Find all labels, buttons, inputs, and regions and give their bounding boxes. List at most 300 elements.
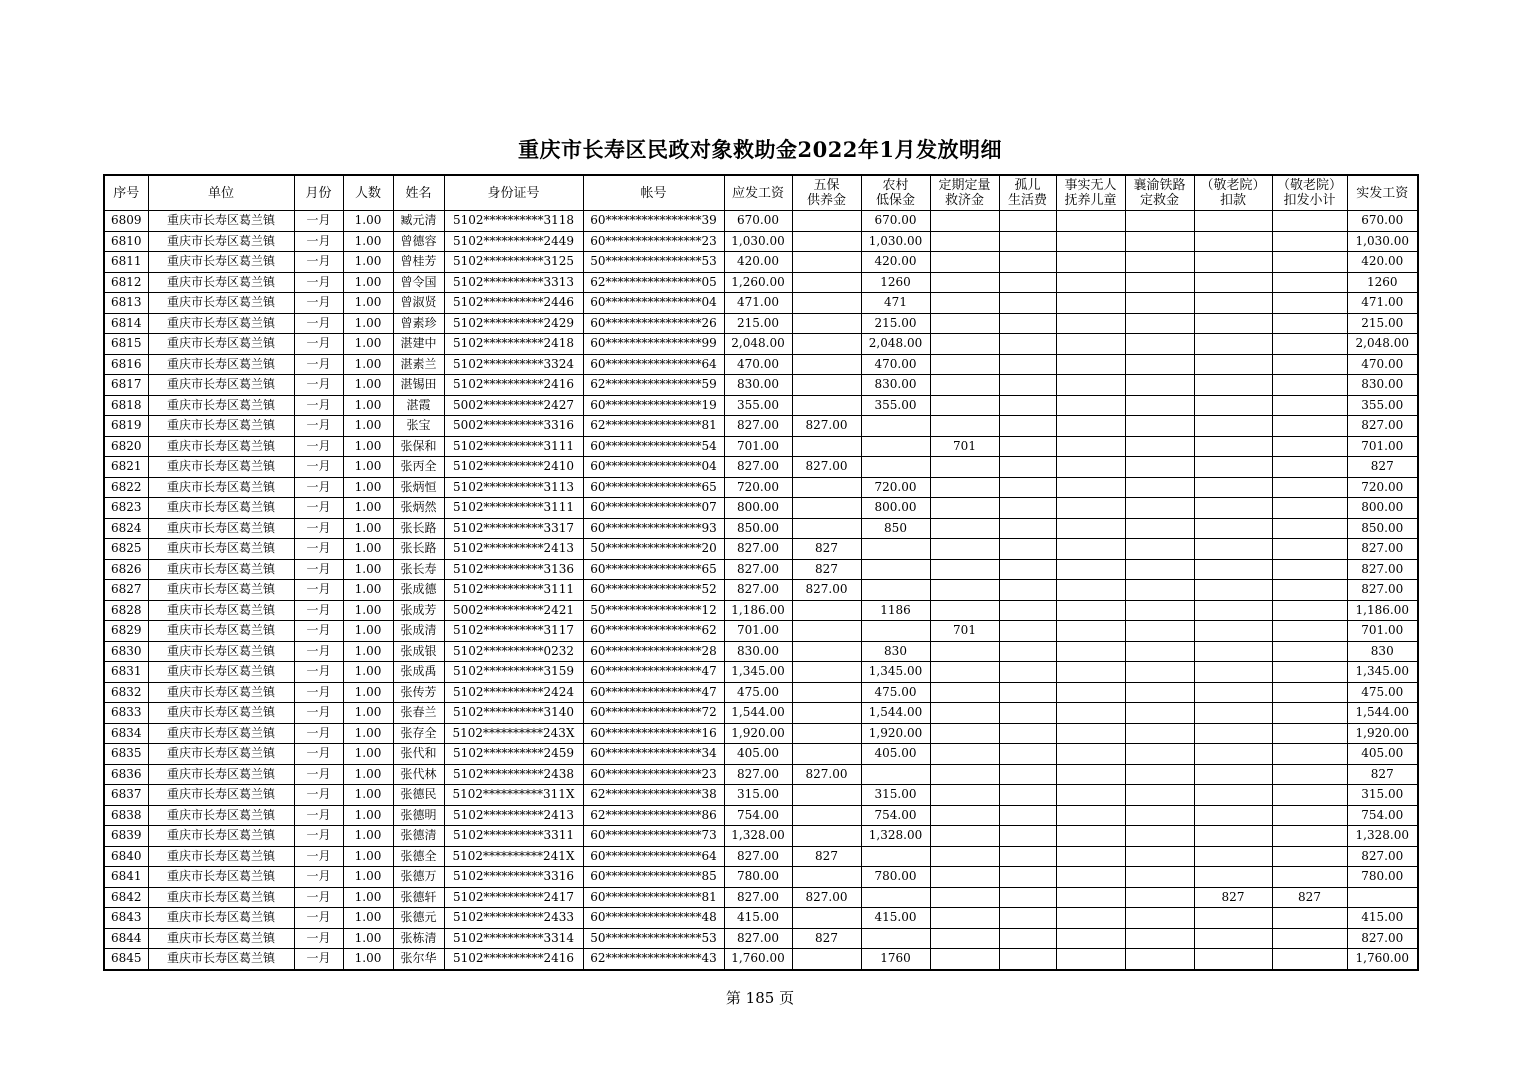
cell-nursing-home-withheld [1272, 785, 1347, 806]
cell-account: 62****************38 [583, 785, 724, 806]
cell-unit: 重庆市长寿区葛兰镇 [148, 559, 294, 580]
cell-account: 60****************52 [583, 580, 724, 601]
cell-orphan-living [999, 354, 1056, 375]
cell-net-pay: 355.00 [1347, 395, 1418, 416]
cell-nursing-home-withheld [1272, 805, 1347, 826]
table-row [104, 354, 1418, 375]
cell-seq: 6825 [104, 539, 148, 560]
cell-unit: 重庆市长寿区葛兰镇 [148, 805, 294, 826]
cell-seq: 6844 [104, 928, 148, 949]
cell-wubao-support [792, 867, 861, 888]
cell-account: 60****************62 [583, 621, 724, 642]
table-row [104, 682, 1418, 703]
cell-gross-pay: 827.00 [724, 928, 792, 949]
cell-unsupported-child [1056, 621, 1125, 642]
cell-unit: 重庆市长寿区葛兰镇 [148, 293, 294, 314]
column-header-nursing-home-withheld: （敬老院） 扣发小计 [1272, 175, 1347, 211]
cell-name: 张炳恒 [393, 477, 444, 498]
cell-nursing-home-withheld [1272, 949, 1347, 970]
cell-fixed-relief [930, 539, 999, 560]
table-row [104, 313, 1418, 334]
cell-fixed-relief [930, 928, 999, 949]
cell-wubao-support [792, 641, 861, 662]
cell-orphan-living [999, 846, 1056, 867]
cell-unit: 重庆市长寿区葛兰镇 [148, 785, 294, 806]
cell-nursing-home-withheld [1272, 293, 1347, 314]
cell-nursing-home-deduction [1194, 231, 1272, 252]
cell-name: 张春兰 [393, 703, 444, 724]
cell-name: 臧元清 [393, 211, 444, 232]
table-row [104, 334, 1418, 355]
cell-account: 60****************54 [583, 436, 724, 457]
cell-name: 曾令国 [393, 272, 444, 293]
cell-count: 1.00 [343, 764, 393, 785]
cell-gross-pay: 827.00 [724, 580, 792, 601]
cell-orphan-living [999, 764, 1056, 785]
cell-net-pay: 470.00 [1347, 354, 1418, 375]
cell-fixed-relief [930, 682, 999, 703]
cell-xiangyu-railway [1125, 375, 1194, 396]
table-row [104, 744, 1418, 765]
cell-count: 1.00 [343, 231, 393, 252]
cell-count: 1.00 [343, 600, 393, 621]
cell-fixed-relief [930, 559, 999, 580]
cell-count: 1.00 [343, 928, 393, 949]
cell-month: 一月 [294, 580, 343, 601]
cell-unit: 重庆市长寿区葛兰镇 [148, 457, 294, 478]
cell-nursing-home-deduction [1194, 908, 1272, 929]
cell-unsupported-child [1056, 580, 1125, 601]
cell-xiangyu-railway [1125, 477, 1194, 498]
cell-net-pay: 827.00 [1347, 416, 1418, 437]
cell-nursing-home-withheld: 827 [1272, 887, 1347, 908]
table-row [104, 826, 1418, 847]
cell-nursing-home-withheld [1272, 334, 1347, 355]
cell-account: 60****************48 [583, 908, 724, 929]
cell-month: 一月 [294, 313, 343, 334]
cell-orphan-living [999, 313, 1056, 334]
cell-fixed-relief [930, 723, 999, 744]
cell-gross-pay: 1,260.00 [724, 272, 792, 293]
cell-nursing-home-withheld [1272, 354, 1347, 375]
cell-count: 1.00 [343, 375, 393, 396]
cell-unsupported-child [1056, 928, 1125, 949]
cell-month: 一月 [294, 805, 343, 826]
cell-account: 60****************81 [583, 887, 724, 908]
cell-account: 60****************07 [583, 498, 724, 519]
cell-name: 湛锡田 [393, 375, 444, 396]
cell-wubao-support [792, 785, 861, 806]
cell-xiangyu-railway [1125, 313, 1194, 334]
cell-name: 张德明 [393, 805, 444, 826]
cell-name: 张长寿 [393, 559, 444, 580]
cell-fixed-relief [930, 313, 999, 334]
cell-name: 张长路 [393, 539, 444, 560]
cell-id-number: 5102**********243X [444, 723, 583, 744]
cell-wubao-support [792, 662, 861, 683]
cell-rural-dibao: 1,920.00 [861, 723, 930, 744]
cell-nursing-home-withheld [1272, 375, 1347, 396]
cell-name: 张德元 [393, 908, 444, 929]
cell-xiangyu-railway [1125, 334, 1194, 355]
cell-fixed-relief [930, 785, 999, 806]
cell-unsupported-child [1056, 662, 1125, 683]
cell-account: 60****************28 [583, 641, 724, 662]
cell-orphan-living [999, 744, 1056, 765]
page-number: 第 185 页 [725, 989, 795, 1007]
table-row [104, 764, 1418, 785]
cell-count: 1.00 [343, 477, 393, 498]
cell-unit: 重庆市长寿区葛兰镇 [148, 416, 294, 437]
cell-orphan-living [999, 457, 1056, 478]
cell-net-pay: 1,328.00 [1347, 826, 1418, 847]
cell-nursing-home-deduction [1194, 641, 1272, 662]
cell-net-pay: 827.00 [1347, 846, 1418, 867]
cell-nursing-home-withheld [1272, 682, 1347, 703]
cell-count: 1.00 [343, 846, 393, 867]
cell-id-number: 5102**********2413 [444, 805, 583, 826]
table-row [104, 805, 1418, 826]
cell-id-number: 5102**********3136 [444, 559, 583, 580]
table-header-row [104, 175, 1418, 211]
cell-gross-pay: 701.00 [724, 436, 792, 457]
cell-id-number: 5102**********3317 [444, 518, 583, 539]
cell-wubao-support [792, 600, 861, 621]
cell-wubao-support [792, 211, 861, 232]
cell-xiangyu-railway [1125, 539, 1194, 560]
cell-name: 曾桂芳 [393, 252, 444, 273]
cell-count: 1.00 [343, 641, 393, 662]
column-header-orphan-living: 孤儿 生活费 [999, 175, 1056, 211]
cell-xiangyu-railway [1125, 805, 1194, 826]
cell-month: 一月 [294, 600, 343, 621]
cell-net-pay: 1,760.00 [1347, 949, 1418, 970]
column-header-xiangyu-railway: 襄渝铁路 定救金 [1125, 175, 1194, 211]
cell-id-number: 5102**********2416 [444, 375, 583, 396]
cell-id-number: 5102**********3314 [444, 928, 583, 949]
cell-xiangyu-railway [1125, 785, 1194, 806]
cell-net-pay: 830 [1347, 641, 1418, 662]
cell-xiangyu-railway [1125, 252, 1194, 273]
cell-wubao-support [792, 703, 861, 724]
cell-gross-pay: 827.00 [724, 416, 792, 437]
cell-unsupported-child [1056, 457, 1125, 478]
column-header-unsupported-child: 事实无人 抚养儿童 [1056, 175, 1125, 211]
cell-xiangyu-railway [1125, 723, 1194, 744]
cell-account: 50****************20 [583, 539, 724, 560]
cell-wubao-support: 827.00 [792, 764, 861, 785]
cell-gross-pay: 1,328.00 [724, 826, 792, 847]
cell-nursing-home-deduction [1194, 498, 1272, 519]
cell-rural-dibao: 355.00 [861, 395, 930, 416]
cell-account: 60****************23 [583, 231, 724, 252]
cell-fixed-relief [930, 805, 999, 826]
cell-rural-dibao [861, 416, 930, 437]
cell-unsupported-child [1056, 682, 1125, 703]
cell-nursing-home-withheld [1272, 723, 1347, 744]
cell-gross-pay: 1,920.00 [724, 723, 792, 744]
cell-orphan-living [999, 682, 1056, 703]
cell-month: 一月 [294, 723, 343, 744]
cell-fixed-relief: 701 [930, 621, 999, 642]
cell-nursing-home-withheld [1272, 539, 1347, 560]
cell-unsupported-child [1056, 436, 1125, 457]
cell-xiangyu-railway [1125, 949, 1194, 970]
cell-net-pay: 830.00 [1347, 375, 1418, 396]
cell-gross-pay: 670.00 [724, 211, 792, 232]
cell-gross-pay: 420.00 [724, 252, 792, 273]
column-header-rural-dibao: 农村 低保金 [861, 175, 930, 211]
cell-xiangyu-railway [1125, 703, 1194, 724]
cell-id-number: 5102**********3324 [444, 354, 583, 375]
cell-unit: 重庆市长寿区葛兰镇 [148, 252, 294, 273]
cell-fixed-relief [930, 272, 999, 293]
cell-month: 一月 [294, 231, 343, 252]
cell-id-number: 5102**********3159 [444, 662, 583, 683]
cell-account: 60****************73 [583, 826, 724, 847]
cell-orphan-living [999, 272, 1056, 293]
cell-account: 60****************34 [583, 744, 724, 765]
cell-unsupported-child [1056, 477, 1125, 498]
cell-rural-dibao: 800.00 [861, 498, 930, 519]
cell-rural-dibao [861, 621, 930, 642]
table-row [104, 621, 1418, 642]
cell-orphan-living [999, 928, 1056, 949]
cell-seq: 6839 [104, 826, 148, 847]
cell-orphan-living [999, 887, 1056, 908]
cell-id-number: 5102**********2416 [444, 949, 583, 970]
cell-count: 1.00 [343, 416, 393, 437]
cell-nursing-home-deduction [1194, 600, 1272, 621]
cell-wubao-support: 827.00 [792, 416, 861, 437]
cell-fixed-relief [930, 641, 999, 662]
cell-id-number: 5102**********2413 [444, 539, 583, 560]
cell-seq: 6817 [104, 375, 148, 396]
cell-xiangyu-railway [1125, 395, 1194, 416]
cell-xiangyu-railway [1125, 457, 1194, 478]
table-row [104, 908, 1418, 929]
cell-wubao-support: 827.00 [792, 457, 861, 478]
cell-orphan-living [999, 477, 1056, 498]
cell-rural-dibao: 1,328.00 [861, 826, 930, 847]
cell-id-number: 5102**********2424 [444, 682, 583, 703]
cell-nursing-home-withheld [1272, 498, 1347, 519]
cell-nursing-home-deduction [1194, 457, 1272, 478]
cell-fixed-relief [930, 600, 999, 621]
cell-nursing-home-withheld [1272, 518, 1347, 539]
cell-count: 1.00 [343, 313, 393, 334]
table-row [104, 887, 1418, 908]
cell-month: 一月 [294, 354, 343, 375]
cell-month: 一月 [294, 498, 343, 519]
cell-xiangyu-railway [1125, 764, 1194, 785]
cell-month: 一月 [294, 395, 343, 416]
cell-account: 50****************12 [583, 600, 724, 621]
cell-wubao-support [792, 498, 861, 519]
cell-account: 60****************99 [583, 334, 724, 355]
cell-unit: 重庆市长寿区葛兰镇 [148, 231, 294, 252]
table-row [104, 416, 1418, 437]
column-header-net-pay: 实发工资 [1347, 175, 1418, 211]
cell-fixed-relief [930, 334, 999, 355]
cell-name: 张德轩 [393, 887, 444, 908]
cell-nursing-home-deduction [1194, 846, 1272, 867]
cell-gross-pay: 475.00 [724, 682, 792, 703]
cell-xiangyu-railway [1125, 559, 1194, 580]
cell-unit: 重庆市长寿区葛兰镇 [148, 826, 294, 847]
cell-count: 1.00 [343, 621, 393, 642]
cell-month: 一月 [294, 928, 343, 949]
cell-nursing-home-withheld [1272, 744, 1347, 765]
cell-nursing-home-withheld [1272, 313, 1347, 334]
cell-net-pay: 780.00 [1347, 867, 1418, 888]
cell-nursing-home-deduction [1194, 211, 1272, 232]
cell-id-number: 5102**********2417 [444, 887, 583, 908]
cell-xiangyu-railway [1125, 887, 1194, 908]
cell-wubao-support [792, 744, 861, 765]
cell-wubao-support [792, 477, 861, 498]
cell-month: 一月 [294, 887, 343, 908]
cell-count: 1.00 [343, 703, 393, 724]
cell-orphan-living [999, 416, 1056, 437]
cell-xiangyu-railway [1125, 211, 1194, 232]
cell-fixed-relief [930, 846, 999, 867]
table-row [104, 723, 1418, 744]
cell-nursing-home-deduction [1194, 805, 1272, 826]
cell-unsupported-child [1056, 641, 1125, 662]
cell-orphan-living [999, 949, 1056, 970]
cell-net-pay: 754.00 [1347, 805, 1418, 826]
cell-unsupported-child [1056, 887, 1125, 908]
cell-wubao-support [792, 682, 861, 703]
cell-wubao-support: 827 [792, 846, 861, 867]
cell-account: 60****************16 [583, 723, 724, 744]
cell-count: 1.00 [343, 457, 393, 478]
cell-month: 一月 [294, 867, 343, 888]
cell-account: 60****************65 [583, 477, 724, 498]
cell-seq: 6837 [104, 785, 148, 806]
cell-net-pay: 850.00 [1347, 518, 1418, 539]
cell-gross-pay: 1,186.00 [724, 600, 792, 621]
cell-unsupported-child [1056, 211, 1125, 232]
cell-month: 一月 [294, 211, 343, 232]
cell-unit: 重庆市长寿区葛兰镇 [148, 375, 294, 396]
cell-wubao-support: 827 [792, 928, 861, 949]
cell-unit: 重庆市长寿区葛兰镇 [148, 354, 294, 375]
column-header-id-number: 身份证号 [444, 175, 583, 211]
cell-account: 60****************85 [583, 867, 724, 888]
cell-month: 一月 [294, 764, 343, 785]
cell-count: 1.00 [343, 518, 393, 539]
cell-rural-dibao: 1760 [861, 949, 930, 970]
cell-count: 1.00 [343, 723, 393, 744]
cell-unit: 重庆市长寿区葛兰镇 [148, 908, 294, 929]
cell-gross-pay: 2,048.00 [724, 334, 792, 355]
cell-seq: 6828 [104, 600, 148, 621]
table-row [104, 395, 1418, 416]
cell-name: 张存全 [393, 723, 444, 744]
cell-unit: 重庆市长寿区葛兰镇 [148, 272, 294, 293]
cell-fixed-relief [930, 457, 999, 478]
cell-fixed-relief [930, 375, 999, 396]
cell-unit: 重庆市长寿区葛兰镇 [148, 313, 294, 334]
column-header-seq: 序号 [104, 175, 148, 211]
cell-nursing-home-withheld [1272, 457, 1347, 478]
cell-unsupported-child [1056, 764, 1125, 785]
cell-id-number: 5102**********3140 [444, 703, 583, 724]
cell-count: 1.00 [343, 682, 393, 703]
cell-xiangyu-railway [1125, 641, 1194, 662]
table-row [104, 457, 1418, 478]
table-row [104, 272, 1418, 293]
cell-seq: 6809 [104, 211, 148, 232]
cell-fixed-relief [930, 580, 999, 601]
cell-wubao-support [792, 313, 861, 334]
cell-gross-pay: 701.00 [724, 621, 792, 642]
cell-unsupported-child [1056, 416, 1125, 437]
cell-account: 60****************19 [583, 395, 724, 416]
cell-fixed-relief [930, 662, 999, 683]
cell-account: 62****************86 [583, 805, 724, 826]
cell-rural-dibao: 670.00 [861, 211, 930, 232]
table-row [104, 867, 1418, 888]
table-row [104, 436, 1418, 457]
cell-unsupported-child [1056, 252, 1125, 273]
cell-unsupported-child [1056, 559, 1125, 580]
column-header-nursing-home-deduction: （敬老院） 扣款 [1194, 175, 1272, 211]
cell-rural-dibao: 1,345.00 [861, 662, 930, 683]
cell-orphan-living [999, 908, 1056, 929]
cell-seq: 6832 [104, 682, 148, 703]
cell-xiangyu-railway [1125, 928, 1194, 949]
cell-unsupported-child [1056, 805, 1125, 826]
column-header-month: 月份 [294, 175, 343, 211]
cell-seq: 6843 [104, 908, 148, 929]
cell-nursing-home-withheld [1272, 867, 1347, 888]
cell-account: 62****************05 [583, 272, 724, 293]
cell-account: 62****************43 [583, 949, 724, 970]
cell-nursing-home-deduction [1194, 293, 1272, 314]
cell-unsupported-child [1056, 723, 1125, 744]
cell-unit: 重庆市长寿区葛兰镇 [148, 682, 294, 703]
table-row [104, 211, 1418, 232]
cell-gross-pay: 215.00 [724, 313, 792, 334]
cell-unsupported-child [1056, 518, 1125, 539]
cell-nursing-home-withheld [1272, 559, 1347, 580]
cell-unsupported-child [1056, 908, 1125, 929]
cell-xiangyu-railway [1125, 908, 1194, 929]
cell-net-pay: 405.00 [1347, 744, 1418, 765]
cell-rural-dibao: 415.00 [861, 908, 930, 929]
cell-account: 60****************64 [583, 846, 724, 867]
cell-rural-dibao: 215.00 [861, 313, 930, 334]
cell-wubao-support [792, 723, 861, 744]
cell-xiangyu-railway [1125, 354, 1194, 375]
cell-unit: 重庆市长寿区葛兰镇 [148, 518, 294, 539]
cell-net-pay: 1,345.00 [1347, 662, 1418, 683]
cell-nursing-home-withheld [1272, 908, 1347, 929]
cell-unit: 重庆市长寿区葛兰镇 [148, 867, 294, 888]
column-header-unit: 单位 [148, 175, 294, 211]
cell-month: 一月 [294, 949, 343, 970]
cell-xiangyu-railway [1125, 744, 1194, 765]
cell-unsupported-child [1056, 744, 1125, 765]
table-row [104, 600, 1418, 621]
cell-name: 张代和 [393, 744, 444, 765]
cell-xiangyu-railway [1125, 518, 1194, 539]
cell-unsupported-child [1056, 375, 1125, 396]
cell-name: 张尔华 [393, 949, 444, 970]
